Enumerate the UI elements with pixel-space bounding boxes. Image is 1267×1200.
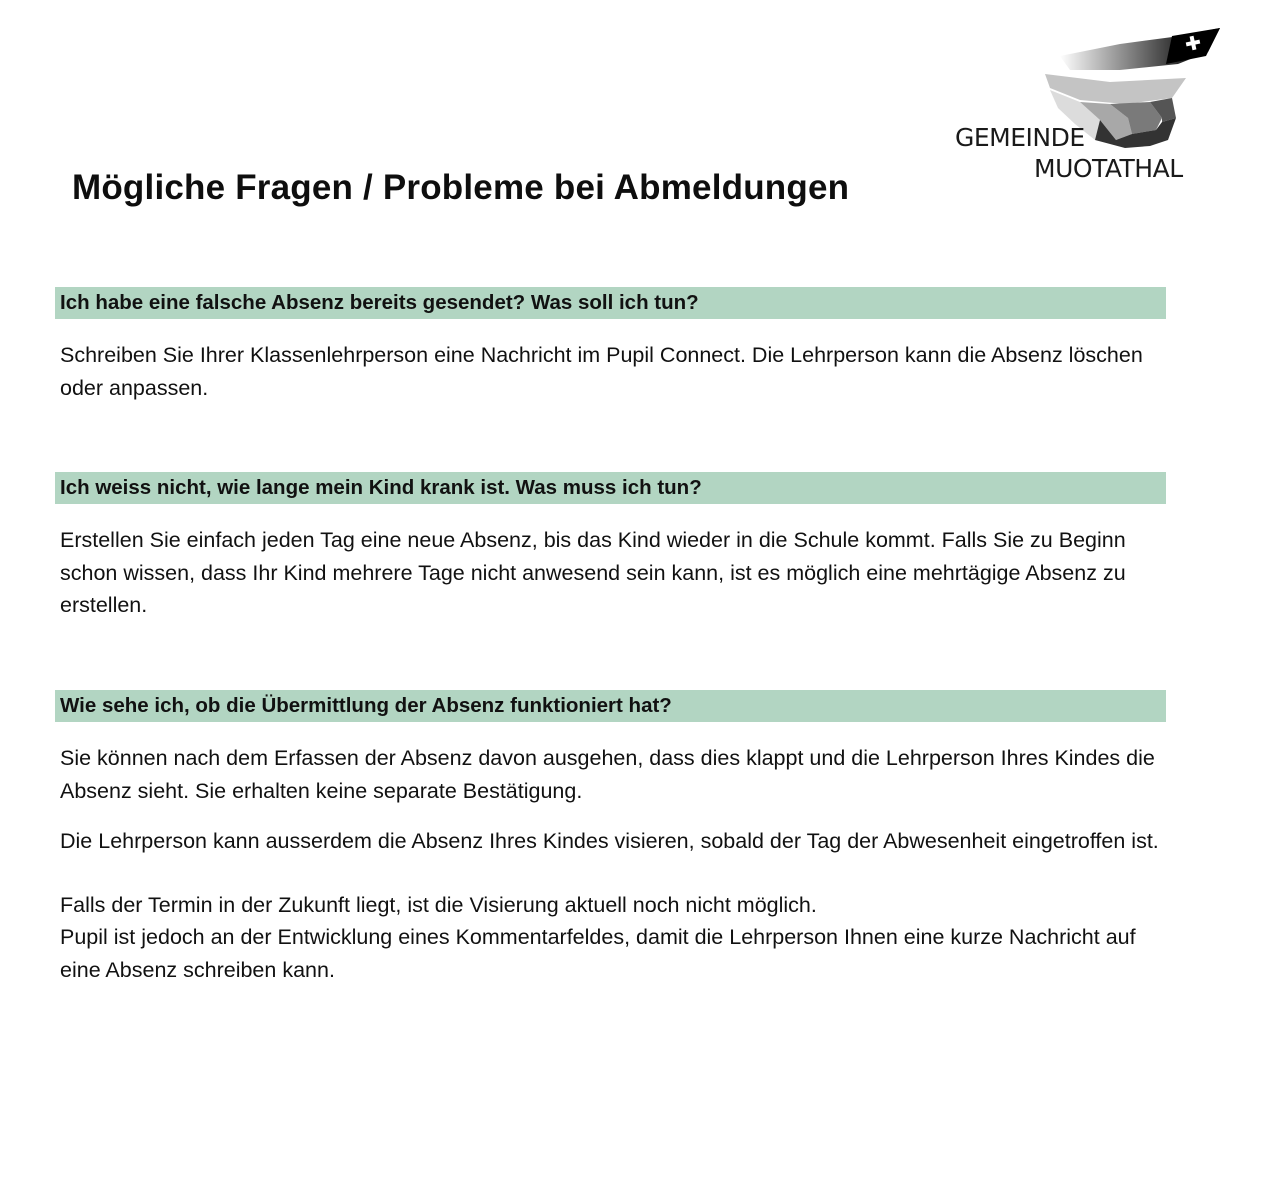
faq-answer: Schreiben Sie Ihrer Klassenlehrperson eine Nachricht im Pupil Connect. Die Lehrperson kann die Absenz löschen oder anpassen. — [60, 343, 1143, 400]
faq-section-transmission-check — [55, 690, 1166, 986]
faq-answer: Sie können nach dem Erfassen der Absenz davon ausgehen, dass dies klappt und die Lehrperson Ihres Kindes die Absenz sieht. Sie erhalten keine separate Bestätigung. — [60, 746, 1155, 803]
faq-question: Ich weiss nicht, wie lange mein Kind krank ist. Was muss ich tun? — [55, 472, 1166, 504]
faq-question: Wie sehe ich, ob die Übermittlung der Absenz funktioniert hat? — [55, 690, 1166, 722]
faq-section-unknown-duration — [55, 472, 1166, 622]
faq-question: Ich habe eine falsche Absenz bereits gesendet? Was soll ich tun? — [55, 287, 1166, 319]
gemeinde-logo — [950, 22, 1230, 187]
faq-section-wrong-absence — [55, 287, 1166, 404]
logo-text-gemeinde: GEMEINDE — [955, 123, 1085, 152]
faq-answer: Pupil ist jedoch an der Entwicklung eines Kommentarfeldes, damit die Lehrperson Ihnen eine kurze Nachricht auf eine Absenz schreiben kann. — [60, 925, 1136, 982]
faq-answer: Die Lehrperson kann ausserdem die Absenz Ihres Kindes visieren, sobald der Tag der Abwesenheit eingetroffen ist. — [60, 829, 1159, 853]
logo-text-muotathal: MUOTATHAL — [1034, 154, 1183, 183]
faq-answer: Falls der Termin in der Zukunft liegt, ist die Visierung aktuell noch nicht möglich. — [60, 892, 817, 917]
page-title: Mögliche Fragen / Probleme bei Abmeldungen — [72, 168, 850, 207]
faq-answer: Erstellen Sie einfach jeden Tag eine neue Absenz, bis das Kind wieder in die Schule kommt. Falls Sie zu Beginn schon wissen, dass Ihr Kind mehrere Tage nicht anwesend sein kann, ist es möglich eine mehrtägige Absenz zu erstellen. — [60, 528, 1126, 617]
